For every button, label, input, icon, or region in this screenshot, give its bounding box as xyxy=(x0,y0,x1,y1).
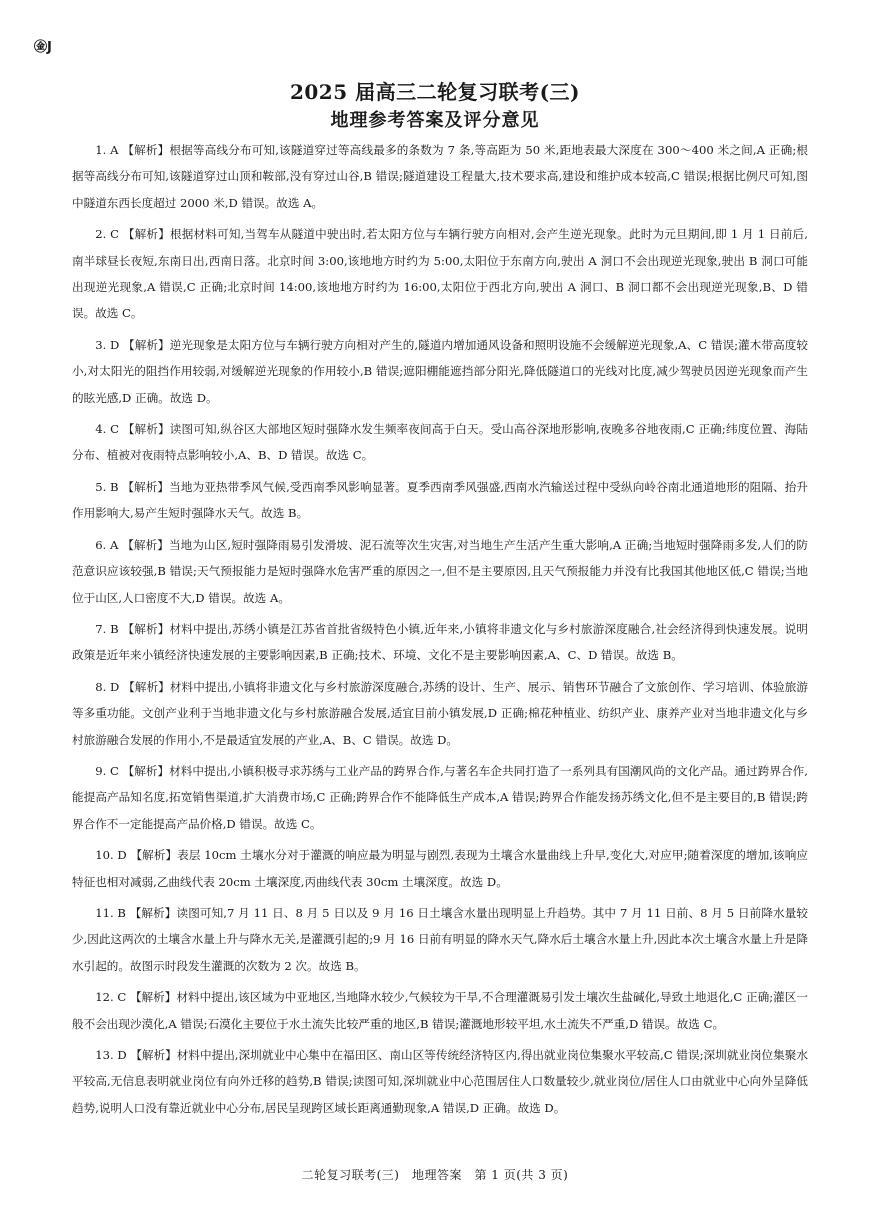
analysis-tag: 【解析】 xyxy=(122,479,170,494)
answer-item xyxy=(72,674,808,753)
answer-item xyxy=(72,532,808,611)
answer-item xyxy=(72,221,808,327)
answer-item xyxy=(72,984,808,1037)
analysis-tag: 【解析】 xyxy=(130,1048,177,1062)
answer-number: 7. B xyxy=(95,621,119,636)
answer-number: 3. D xyxy=(95,337,120,352)
answer-item xyxy=(72,416,808,469)
answer-text: 当地为山区,短时强降雨易引发滑坡、泥石流等次生灾害,对当地生产生活产生重大影响,A 正确;当地短时强降雨多发,人们的防范意识应该较强,B 错误;天气预报能力是短时强降水危害严重的原因之一,但不是主要原因,且天气预报能力并没有比我国其他地区低,C 错误;当地位于山区,人口密度不大,D 错误。故选 A。 xyxy=(72,537,808,605)
page-title: 2025 届高三二轮复习联考(三) xyxy=(289,80,581,104)
answer-text: 读图可知,7 月 11 日、8 月 5 日以及 9 月 16 日土壤含水量出现明显上升趋势。其中 7 月 11 日前、8 月 5 日前降水量较少,因此这两次的土壤含水量上升与降水无关,是灌溉引起的;9 月 16 日前有明显的降水天气,降水后土壤含水量上升,因此本次土壤含水量上升是降水引起的。故图示时段发生灌溉的次数为 2 次。故选 B。 xyxy=(72,905,809,973)
answer-number: 10. D xyxy=(95,848,127,863)
answer-text: 材料中提出,该区域为中亚地区,当地降水较少,气候较为干旱,不合理灌溉易引发土壤次生盐碱化,导致土地退化,C 正确;灌区一般不会出现沙漠化,A 错误;石漠化主要位于水土流失比较严重的地区,B 错误;灌溉地形较平坦,水土流失不严重,D 错误。故选 C。 xyxy=(72,990,808,1031)
analysis-tag: 【解析】 xyxy=(129,905,177,920)
page-subtitle: 地理参考答案及评分意见 xyxy=(330,110,540,131)
analysis-tag: 【解析】 xyxy=(123,337,170,352)
answer-number: 9. C xyxy=(95,763,119,778)
analysis-tag: 【解析】 xyxy=(122,537,169,552)
answer-number: 11. B xyxy=(95,905,126,920)
analysis-tag: 【解析】 xyxy=(122,227,170,242)
answer-text: 材料中提出,小镇将非遗文化与乡村旅游深度融合,苏绣的设计、生产、展示、销售环节融合了文旅创作、学习培训、体验旅游等多重功能。文创产业利于当地非遗文化与乡村旅游融合发展,适宜目前小镇发展,D 正确;棉花种植业、纺织产业、康养产业对当地非遗文化与乡村旅游融合发展的作用小,不是最适宜发展的产业,A、B、C 错误。故选 D。 xyxy=(72,679,809,747)
analysis-tag: 【解析】 xyxy=(130,848,178,863)
answer-item xyxy=(72,616,808,669)
analysis-tag: 【解析】 xyxy=(122,621,170,636)
answer-item xyxy=(72,332,808,411)
answer-item xyxy=(72,137,808,216)
answer-item xyxy=(72,842,808,895)
corner-mark: ㊎J xyxy=(34,40,52,55)
answer-item xyxy=(72,900,808,979)
answer-text: 当地为亚热带季风气候,受西南季风影响显著。夏季西南季风强盛,西南水汽输送过程中受纵向岭谷南北通道地形的阻隔、抬升作用影响大,易产生短时强降水天气。故选 B。 xyxy=(72,479,809,521)
answer-list xyxy=(72,137,808,1126)
answer-item xyxy=(72,1042,808,1121)
answer-number: 13. D xyxy=(95,1048,127,1062)
answer-text: 读图可知,纵谷区大部地区短时强降水发生频率夜间高于白天。受山高谷深地形影响,夜晚多谷地夜雨,C 正确;纬度位置、海陆分布、植被对夜雨特点影响较小,A、B、D 错误。故选 C。 xyxy=(72,422,808,463)
analysis-tag: 【解析】 xyxy=(123,679,170,694)
analysis-tag: 【解析】 xyxy=(122,422,170,437)
analysis-tag: 【解析】 xyxy=(122,143,170,157)
analysis-tag: 【解析】 xyxy=(129,990,177,1005)
answer-number: 6. A xyxy=(95,537,119,552)
answer-number: 2. C xyxy=(95,227,119,242)
answer-text: 表层 10cm 土壤水分对于灌溉的响应最为明显与剧烈,表现为土壤含水量曲线上升早,变化大,对应甲;随着深度的增加,该响应特征也相对减弱,乙曲线代表 20cm 土壤深度,丙曲线代表 30cm 土壤深度。故选 D。 xyxy=(72,848,808,889)
answer-number: 12. C xyxy=(95,990,127,1005)
answer-text: 逆光现象是太阳方位与车辆行驶方向相对产生的,隧道内增加通风设备和照明设施不会缓解逆光现象,A、C 错误;灌木带高度较小,对太阳光的阻挡作用较弱,对缓解逆光现象的作用较小,B 错误;遮阳棚能遮挡部分阳光,降低隧道口的光线对比度,减少驾驶员因逆光现象而产生的眩光感,D 正确。故选 D。 xyxy=(72,337,808,405)
analysis-tag: 【解析】 xyxy=(122,763,170,778)
answer-item xyxy=(72,474,808,527)
answer-text: 根据材料可知,当驾车从隧道中驶出时,若太阳方位与车辆行驶方向相对,会产生逆光现象。此时为元旦期间,即 1 月 1 日前后,南半球昼长夜短,东南日出,西南日落。北京时间 3:00,该地地方时约为 5:00,太阳位于东南方向,驶出 A 洞口不会出现逆光现象,驶出 B 洞口可能出现逆光现象,A 错误,C 正确;北京时间 14:00,该地地方时约为 16:00,太阳位于西北方向,驶出 A 洞口、B 洞口都不会出现逆光现象,B、D 错误。故选 C。 xyxy=(72,227,808,321)
answer-number: 8. D xyxy=(95,679,120,694)
answer-item xyxy=(72,758,808,837)
answer-text: 根据等高线分布可知,该隧道穿过等高线最多的条数为 7 条,等高距为 50 米,距地表最大深度在 300～400 米之间,A 正确;根据等高线分布可知,该隧道穿过山顶和鞍部,没有穿过山谷,B 错误;隧道建设工程量大,技术要求高,建设和维护成本较高,C 错误;根据比例尺可知,图中隧道东西长度超过 2000 米,D 错误。故选 A。 xyxy=(72,143,808,210)
answer-number: 4. C xyxy=(95,422,119,437)
answer-text: 材料中提出,苏绣小镇是江苏省首批省级特色小镇,近年来,小镇将非遗文化与乡村旅游深度融合,社会经济得到快速发展。说明政策是近年来小镇经济快速发展的主要影响因素,B 正确;技术、环境、文化不是主要影响因素,A、C、D 错误。故选 B。 xyxy=(72,621,808,663)
answer-number: 5. B xyxy=(95,479,119,494)
answer-number: 1. A xyxy=(95,143,119,157)
answer-text: 材料中提出,深圳就业中心集中在福田区、南山区等传统经济特区内,得出就业岗位集聚水平较高,C 错误;深圳就业岗位集聚水平较高,无信息表明就业岗位有向外迁移的趋势,B 错误;读图可知,深圳就业中心范围居住人口数量较少,就业岗位/居住人口由就业中心向外呈降低趋势,说明人口没有靠近就业中心分布,居民呈现跨区域长距离通勤现象,A 错误,D 正确。故选 D。 xyxy=(72,1048,808,1115)
answer-text: 材料中提出,小镇积极寻求苏绣与工业产品的跨界合作,与著名车企共同打造了一系列具有国潮风尚的文化产品。通过跨界合作,能提高产品知名度,拓宽销售渠道,扩大消费市场,C 正确;跨界合作不能降低生产成本,A 错误;跨界合作能发扬苏绣文化,但不是主要目的,B 错误;跨界合作不一定能提高产品价格,D 错误。故选 C。 xyxy=(72,763,808,831)
page-footer: 二轮复习联考(三) 地理答案 第 1 页(共 3 页) xyxy=(301,1168,569,1182)
